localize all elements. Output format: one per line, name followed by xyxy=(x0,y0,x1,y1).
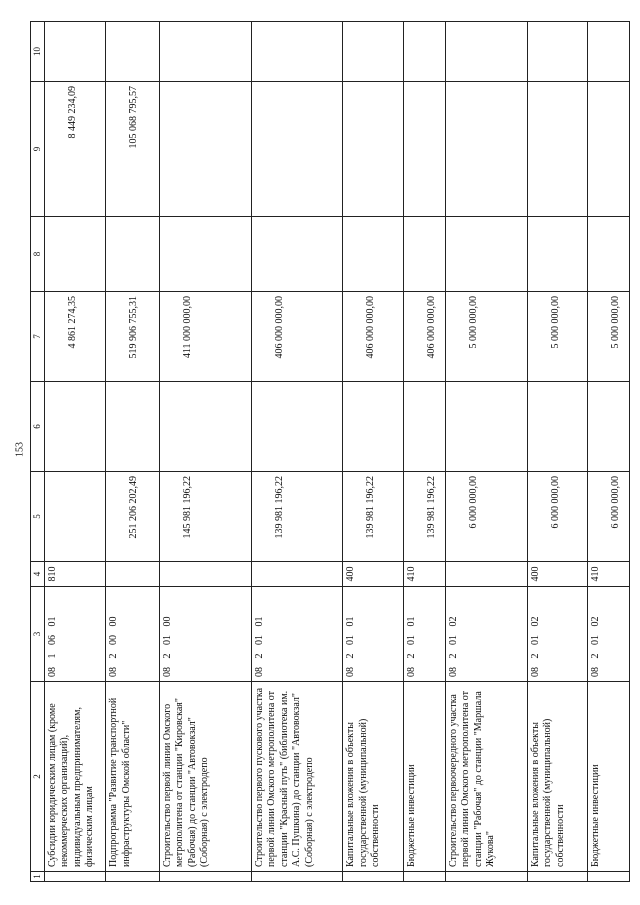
cell-name: Капитальные вложения в объекты государственной (муниципальной) собственности xyxy=(527,682,587,872)
cell-c7: 4 861 274,35 xyxy=(44,292,106,382)
cell-name: Подпрограмма "Развитие транспортной инфраструктуры Омской области" xyxy=(106,682,160,872)
cell-blank xyxy=(251,872,343,882)
table-row xyxy=(403,22,445,882)
table-row xyxy=(527,22,587,882)
cell-c8 xyxy=(445,217,527,292)
cell-code: 08 2 01 01 xyxy=(251,587,343,682)
cell-c9 xyxy=(403,82,445,217)
cell-c6 xyxy=(445,382,527,472)
table-row xyxy=(343,22,403,882)
header-cell: 6 xyxy=(31,382,45,472)
table-row xyxy=(106,22,160,882)
rotated-table-wrapper xyxy=(30,22,630,882)
cell-c7: 406 000 000,00 xyxy=(343,292,403,382)
cell-c10 xyxy=(251,22,343,82)
header-cell: 5 xyxy=(31,472,45,562)
cell-code: 08 2 01 01 xyxy=(403,587,445,682)
cell-c8 xyxy=(106,217,160,292)
cell-c6 xyxy=(527,382,587,472)
cell-c6 xyxy=(343,382,403,472)
cell-name: Субсидии юридическим лицам (кроме некоммерческих организаций), индивидуальным предпринимателям, физическим лицам xyxy=(44,682,106,872)
header-cell: 2 xyxy=(31,682,45,872)
table-row xyxy=(587,22,629,882)
cell-code: 08 2 01 00 xyxy=(159,587,251,682)
cell-code: 08 2 01 02 xyxy=(587,587,629,682)
cell-c10 xyxy=(44,22,106,82)
cell-vr xyxy=(159,562,251,587)
cell-name: Строительство первого пускового участка первой линии Омского метрополитена от станции "Красный путь" (библиотека им. А.С. Пушкина) до станции "Автовокзал" (Соборная) с электродепо xyxy=(251,682,343,872)
cell-vr xyxy=(445,562,527,587)
cell-c9 xyxy=(587,82,629,217)
cell-c8 xyxy=(587,217,629,292)
cell-blank xyxy=(106,872,160,882)
cell-name: Строительство первоочередного участка первой линии Омского метрополитена от станции "Рабочая" до станции "Маршала Жукова" xyxy=(445,682,527,872)
cell-c8 xyxy=(251,217,343,292)
cell-c10 xyxy=(106,22,160,82)
cell-c5: 139 981 196,22 xyxy=(403,472,445,562)
cell-c10 xyxy=(343,22,403,82)
cell-c10 xyxy=(527,22,587,82)
header-cell: 1 xyxy=(31,872,45,882)
cell-c7: 5 000 000,00 xyxy=(527,292,587,382)
header-cell: 9 xyxy=(31,82,45,217)
cell-c5: 6 000 000,00 xyxy=(445,472,527,562)
cell-blank xyxy=(159,872,251,882)
cell-c7: 406 000 000,00 xyxy=(251,292,343,382)
cell-c6 xyxy=(587,382,629,472)
cell-c8 xyxy=(159,217,251,292)
cell-c10 xyxy=(159,22,251,82)
cell-c5: 6 000 000,00 xyxy=(587,472,629,562)
page-number: 153 xyxy=(14,442,26,457)
cell-c8 xyxy=(527,217,587,292)
cell-blank xyxy=(587,872,629,882)
table-row xyxy=(445,22,527,882)
header-row xyxy=(31,22,45,882)
cell-c5: 251 206 202,49 xyxy=(106,472,160,562)
cell-c7: 406 000 000,00 xyxy=(403,292,445,382)
cell-c10 xyxy=(445,22,527,82)
header-cell: 10 xyxy=(31,22,45,82)
cell-code: 08 1 06 01 xyxy=(44,587,106,682)
cell-c9: 8 449 234,09 xyxy=(44,82,106,217)
cell-c7: 5 000 000,00 xyxy=(587,292,629,382)
cell-c5: 145 981 196,22 xyxy=(159,472,251,562)
cell-c6 xyxy=(106,382,160,472)
cell-name: Строительство первой линии Омского метрополитена от станции "Кировская" (Рабочая) до станции "Автовокзал" (Соборная) с электродепо xyxy=(159,682,251,872)
cell-code: 08 2 01 02 xyxy=(445,587,527,682)
cell-c9 xyxy=(159,82,251,217)
cell-c5 xyxy=(44,472,106,562)
cell-c6 xyxy=(403,382,445,472)
cell-code: 08 2 00 00 xyxy=(106,587,160,682)
cell-c9: 105 068 795,57 xyxy=(106,82,160,217)
cell-vr: 810 xyxy=(44,562,106,587)
cell-code: 08 2 01 02 xyxy=(527,587,587,682)
cell-c6 xyxy=(159,382,251,472)
cell-c7: 519 906 755,31 xyxy=(106,292,160,382)
cell-vr: 410 xyxy=(403,562,445,587)
header-cell: 8 xyxy=(31,217,45,292)
cell-code: 08 2 01 01 xyxy=(343,587,403,682)
cell-name: Бюджетные инвестиции xyxy=(403,682,445,872)
table-row xyxy=(159,22,251,882)
cell-c9 xyxy=(445,82,527,217)
cell-c8 xyxy=(343,217,403,292)
cell-name: Капитальные вложения в объекты государственной (муниципальной) собственности xyxy=(343,682,403,872)
cell-vr: 400 xyxy=(527,562,587,587)
cell-c9 xyxy=(527,82,587,217)
cell-c6 xyxy=(44,382,106,472)
cell-c9 xyxy=(251,82,343,217)
header-cell: 4 xyxy=(31,562,45,587)
cell-vr xyxy=(251,562,343,587)
table-row xyxy=(251,22,343,882)
cell-blank xyxy=(445,872,527,882)
cell-vr: 400 xyxy=(343,562,403,587)
cell-c8 xyxy=(44,217,106,292)
cell-vr xyxy=(106,562,160,587)
cell-name: Бюджетные инвестиции xyxy=(587,682,629,872)
cell-blank xyxy=(44,872,106,882)
cell-c5: 139 981 196,22 xyxy=(251,472,343,562)
cell-vr: 410 xyxy=(587,562,629,587)
cell-c8 xyxy=(403,217,445,292)
cell-blank xyxy=(343,872,403,882)
cell-c7: 5 000 000,00 xyxy=(445,292,527,382)
cell-c7: 411 000 000,00 xyxy=(159,292,251,382)
cell-blank xyxy=(403,872,445,882)
cell-c6 xyxy=(251,382,343,472)
budget-table xyxy=(30,21,630,882)
cell-c10 xyxy=(403,22,445,82)
header-cell: 3 xyxy=(31,587,45,682)
header-cell: 7 xyxy=(31,292,45,382)
cell-c5: 139 981 196,22 xyxy=(343,472,403,562)
cell-c9 xyxy=(343,82,403,217)
table-row xyxy=(44,22,106,882)
cell-blank xyxy=(527,872,587,882)
cell-c5: 6 000 000,00 xyxy=(527,472,587,562)
cell-c10 xyxy=(587,22,629,82)
